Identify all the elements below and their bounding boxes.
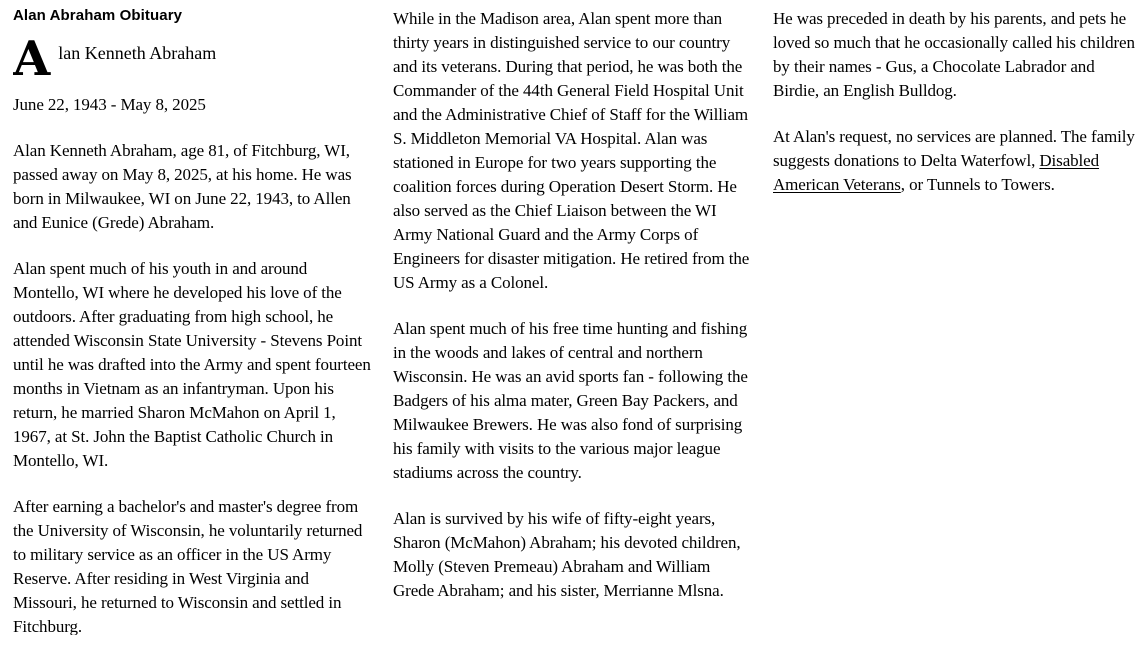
obituary-columns — [13, 7, 1135, 635]
column-1 — [13, 7, 375, 635]
obituary-paragraph-1: Alan Kenneth Abraham, age 81, of Fitchburg, WI, passed away on May 8, 2025, at his home. He was born in Milwaukee, WI on June 22, 1943, to Allen and Eunice (Grede) Abraham. — [13, 141, 352, 232]
obituary-paragraph-2: Alan spent much of his youth in and around Montello, WI where he developed his love of the outdoors. After graduating from high school, he attended Wisconsin State University - Stevens Point until he was drafted into the Army and spent fourteen months in Vietnam as an infantryman. Upon his return, he married Sharon McMahon on April 1, 1967, at St. John the Baptist Catholic Church in Montello, WI. — [13, 259, 371, 470]
obituary-title: Alan Abraham Obituary — [13, 7, 183, 24]
obituary-paragraph-4: While in the Madison area, Alan spent more than thirty years in distinguished service to our country and its veterans. During that period, he was both the Commander of the 44th General Field Hospital Unit and the Administrative Chief of Staff for the William S. Middleton Memorial VA Hospital. Alan was stationed in Europe for two years supporting the coalition forces during Operation Desert Storm. He also served as the Chief Liaison between the WI Army National Guard and the Army Corps of Engineers for disaster mitigation. He retired from the US Army as a Colonel. — [393, 9, 750, 292]
deceased-name-line — [13, 31, 375, 87]
deceased-name: lan Kenneth Abraham — [58, 43, 217, 63]
dropcap-letter: A — [13, 31, 51, 87]
column-2 — [393, 7, 755, 635]
obituary-paragraph-8 — [773, 125, 1135, 197]
donation-text-before: At Alan's request, no services are planned. The family suggests donations to Delta Waterfowl, — [773, 127, 1135, 170]
obituary-paragraph-7: He was preceded in death by his parents, and pets he loved so much that he occasionally called his children by their names - Gus, a Chocolate Labrador and Birdie, an English Bulldog. — [773, 9, 1135, 100]
donation-text-after: , or Tunnels to Towers. — [900, 175, 1055, 194]
disabled-american-veterans-link[interactable]: Disabled American Veterans — [773, 151, 1100, 194]
life-dates: June 22, 1943 - May 8, 2025 — [13, 95, 206, 114]
obituary-paragraph-6: Alan is survived by his wife of fifty-eight years, Sharon (McMahon) Abraham; his devoted children, Molly (Steven Premeau) Abraham and William Grede Abraham; and his sister, Merrianne Mlsna. — [393, 509, 741, 600]
column-3 — [773, 7, 1135, 635]
obituary-paragraph-3: After earning a bachelor's and master's degree from the University of Wisconsin, he voluntarily returned to military service as an officer in the US Army Reserve. After residing in West Virginia and Missouri, he returned to Wisconsin and settled in Fitchburg. — [13, 497, 363, 635]
obituary-paragraph-5: Alan spent much of his free time hunting and fishing in the woods and lakes of central and northern Wisconsin. He was an avid sports fan - following the Badgers of his alma mater, Green Bay Packers, and Milwaukee Brewers. He was also fond of surprising his family with visits to the various major league stadiums across the country. — [393, 319, 748, 482]
